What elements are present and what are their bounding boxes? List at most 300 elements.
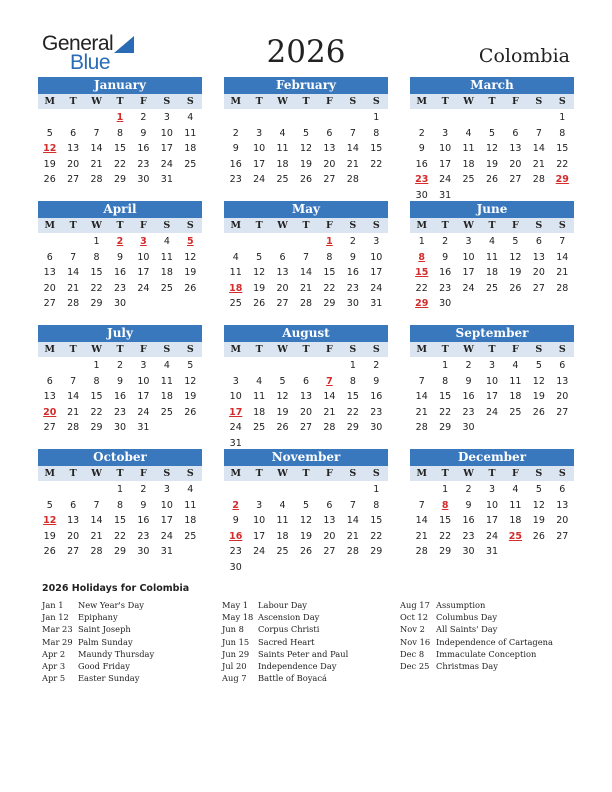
month-title: November (224, 449, 388, 466)
day-cell: 16 (462, 391, 475, 402)
day-cell: 13 (509, 143, 522, 154)
day-cell: 30 (137, 546, 150, 557)
day-cell: 5 (46, 499, 53, 511)
day-cell: 11 (485, 251, 499, 263)
day-cell: 31 (137, 422, 150, 433)
day-cell: 13 (43, 267, 56, 278)
holiday-day: 2 (232, 499, 240, 511)
day-cell: 5 (488, 127, 496, 139)
day-cell: 8 (116, 127, 124, 139)
day-cell: 9 (373, 375, 380, 387)
weekday-label: M (230, 344, 241, 355)
day-cell: 13 (43, 391, 56, 402)
day-cell: 8 (559, 127, 566, 139)
day-cell: 16 (439, 267, 452, 278)
day-cell: 31 (160, 546, 173, 557)
day-cell: 23 (439, 282, 452, 294)
day-cell: 14 (556, 251, 569, 263)
day-cell: 30 (415, 189, 428, 201)
day-cell: 5 (187, 360, 194, 371)
day-cell: 7 (93, 127, 100, 139)
day-cell: 20 (43, 282, 56, 294)
day-cell: 20 (299, 406, 313, 418)
day-cell: 28 (67, 298, 80, 309)
day-cell: 16 (229, 158, 242, 170)
day-cell: 25 (462, 174, 475, 185)
day-cell: 6 (512, 127, 519, 139)
day-cell: 20 (67, 530, 80, 542)
weekday-label: T (488, 468, 496, 479)
holiday-date: Apr 2 (42, 648, 66, 659)
holiday-name: Labour Day (258, 600, 307, 610)
day-cell: 24 (439, 174, 452, 185)
day-cell: 27 (323, 174, 336, 185)
day-cell: 6 (46, 251, 53, 263)
day-cell: 21 (90, 158, 103, 170)
holiday-column (222, 599, 348, 684)
day-grid (410, 234, 574, 312)
day-cell: 22 (323, 282, 336, 294)
day-cell: 11 (509, 375, 522, 387)
day-cell: 17 (370, 267, 383, 278)
day-grid (224, 234, 388, 312)
day-cell: 18 (184, 143, 197, 154)
holiday-day: 5 (186, 236, 194, 247)
day-cell: 25 (184, 158, 197, 170)
day-cell: 12 (509, 251, 522, 263)
day-cell: 25 (229, 298, 242, 309)
day-cell: 2 (442, 236, 449, 247)
day-cell: 1 (373, 112, 380, 123)
day-grid (38, 110, 202, 188)
day-cell: 19 (299, 158, 313, 170)
country-name: Colombia (478, 45, 570, 67)
day-cell: 27 (67, 174, 80, 185)
day-cell: 5 (46, 127, 53, 139)
weekday-label: F (326, 96, 333, 107)
day-cell: 7 (302, 251, 310, 263)
day-cell: 6 (46, 375, 53, 387)
holiday-name: Saints Peter and Paul (258, 648, 349, 659)
weekday-label: W (463, 96, 474, 107)
holiday-date: Dec 25 (400, 660, 430, 671)
holiday-day: 25 (508, 530, 523, 542)
day-cell: 15 (439, 515, 452, 526)
day-cell: 23 (229, 546, 242, 557)
day-cell: 31 (160, 174, 173, 185)
weekday-label: M (416, 96, 427, 107)
day-cell: 22 (370, 530, 383, 542)
day-cell: 26 (184, 406, 197, 418)
holiday-name: New Year's Day (78, 600, 144, 610)
weekday-label: M (44, 220, 55, 231)
weekday-label: W (91, 220, 102, 231)
day-cell: 11 (509, 499, 522, 511)
holiday-name: Battle of Boyacá (258, 673, 327, 684)
holiday-date: Oct 12 (400, 612, 428, 623)
weekday-label: T (488, 96, 496, 107)
day-cell: 26 (299, 174, 313, 185)
day-cell: 22 (90, 282, 103, 294)
empty-cell (318, 110, 341, 126)
empty-cell (61, 358, 84, 374)
day-cell: 7 (349, 499, 356, 511)
day-grid (224, 110, 388, 188)
day-cell: 3 (256, 499, 263, 511)
weekday-label: W (277, 468, 288, 479)
holiday-column (400, 599, 553, 672)
holiday-item (400, 648, 553, 660)
empty-cell (38, 110, 61, 126)
holiday-day: 15 (415, 267, 429, 278)
weekday-header (224, 218, 388, 233)
day-cell: 25 (276, 546, 289, 557)
day-cell: 6 (326, 127, 333, 139)
day-cell: 30 (462, 422, 475, 433)
day-cell: 17 (439, 158, 452, 170)
weekday-header (224, 466, 388, 481)
empty-cell (224, 358, 247, 374)
day-cell: 14 (323, 391, 336, 402)
day-cell: 3 (232, 375, 239, 387)
empty-cell (294, 482, 317, 498)
weekday-label: F (140, 468, 147, 479)
day-cell: 16 (415, 158, 428, 170)
holiday-item (42, 672, 154, 684)
day-cell: 25 (276, 174, 289, 185)
day-cell: 24 (462, 282, 475, 294)
day-cell: 18 (276, 530, 289, 542)
weekday-label: M (416, 344, 427, 355)
day-cell: 11 (184, 127, 197, 139)
weekday-label: S (163, 96, 171, 107)
weekday-header (224, 94, 388, 109)
empty-cell (271, 234, 294, 250)
weekday-label: S (558, 344, 566, 355)
weekday-header (38, 218, 202, 233)
weekday-label: T (255, 220, 263, 231)
day-cell: 15 (113, 143, 127, 154)
empty-cell (271, 358, 294, 374)
weekday-label: S (372, 220, 380, 231)
weekday-label: S (186, 468, 194, 479)
day-cell: 28 (90, 546, 103, 557)
weekday-label: S (535, 344, 543, 355)
holiday-day: 17 (229, 406, 243, 418)
day-cell: 9 (465, 499, 472, 511)
weekday-label: T (441, 220, 449, 231)
day-grid (410, 358, 574, 436)
day-cell: 24 (229, 422, 242, 433)
day-cell: 16 (370, 391, 383, 402)
holiday-item (42, 623, 154, 635)
weekday-label: S (558, 220, 566, 231)
day-cell: 1 (442, 360, 449, 371)
weekday-label: S (163, 220, 171, 231)
weekday-label: M (44, 96, 55, 107)
weekday-label: S (163, 344, 171, 355)
day-cell: 28 (323, 422, 336, 433)
weekday-label: F (326, 344, 333, 355)
day-cell: 19 (485, 158, 499, 170)
holiday-day: 29 (555, 174, 569, 185)
weekday-label: T (441, 344, 449, 355)
day-cell: 19 (509, 267, 522, 278)
day-cell: 8 (116, 499, 124, 511)
day-grid (38, 234, 202, 312)
holiday-item (222, 648, 348, 660)
day-cell: 28 (346, 546, 359, 557)
day-cell: 2 (232, 127, 239, 139)
day-cell: 29 (439, 546, 452, 557)
holiday-name: Epiphany (78, 612, 118, 623)
weekday-label: T (488, 220, 496, 231)
month-title: September (410, 325, 574, 342)
holiday-item (42, 599, 154, 611)
day-cell: 8 (442, 375, 449, 387)
day-cell: 4 (512, 484, 519, 495)
empty-cell (527, 110, 550, 126)
day-cell: 31 (485, 546, 499, 557)
weekday-label: S (349, 344, 357, 355)
day-cell: 29 (439, 422, 452, 433)
day-cell: 21 (323, 406, 336, 418)
day-cell: 15 (90, 267, 103, 278)
day-cell: 6 (326, 499, 333, 511)
day-cell: 13 (532, 251, 545, 263)
day-cell: 12 (276, 391, 289, 402)
holiday-item (222, 599, 348, 611)
day-cell: 10 (137, 251, 150, 263)
holiday-day: 8 (418, 251, 426, 263)
day-cell: 29 (323, 298, 336, 309)
holiday-name: Good Friday (78, 660, 130, 671)
day-cell: 11 (276, 143, 289, 154)
day-cell: 28 (415, 422, 428, 433)
day-cell: 19 (43, 158, 56, 170)
day-grid (224, 482, 388, 575)
day-cell: 2 (418, 127, 425, 139)
day-cell: 7 (535, 127, 542, 139)
holiday-name: Assumption (436, 600, 486, 610)
holiday-item (400, 599, 553, 611)
day-cell: 4 (163, 236, 170, 247)
holiday-name: Sacred Heart (258, 636, 315, 647)
day-cell: 13 (323, 143, 336, 154)
day-cell: 14 (299, 267, 313, 278)
holiday-name: Saint Joseph (78, 624, 131, 635)
day-cell: 16 (113, 267, 127, 278)
holiday-day: 16 (229, 530, 243, 542)
day-cell: 25 (160, 282, 173, 294)
day-cell: 2 (140, 484, 147, 495)
day-cell: 11 (229, 267, 242, 278)
day-cell: 25 (160, 406, 173, 418)
weekday-label: W (277, 96, 288, 107)
day-cell: 17 (137, 267, 150, 278)
day-cell: 23 (346, 282, 359, 294)
day-cell: 4 (232, 251, 239, 263)
weekday-label: T (302, 344, 310, 355)
weekday-header (410, 94, 574, 109)
day-cell: 14 (415, 515, 428, 526)
day-cell: 28 (90, 174, 103, 185)
weekday-label: W (463, 344, 474, 355)
weekday-label: M (416, 468, 427, 479)
weekday-label: F (140, 220, 147, 231)
day-cell: 13 (556, 375, 569, 387)
day-cell: 7 (93, 499, 100, 511)
holiday-date: Jan 1 (42, 600, 64, 610)
day-cell: 8 (93, 375, 100, 387)
day-cell: 22 (556, 158, 569, 170)
month-january (38, 77, 202, 188)
day-cell: 19 (532, 515, 545, 526)
empty-cell (224, 234, 247, 250)
day-cell: 29 (370, 546, 383, 557)
day-cell: 16 (346, 267, 359, 278)
day-cell: 23 (229, 174, 242, 185)
day-cell: 21 (90, 530, 103, 542)
day-cell: 26 (43, 546, 56, 557)
holiday-date: Nov 2 (400, 624, 425, 635)
logo-general-text: General (42, 32, 114, 55)
day-cell: 3 (442, 127, 449, 139)
day-cell: 21 (415, 530, 428, 542)
day-cell: 21 (556, 267, 569, 278)
weekday-label: S (349, 96, 357, 107)
day-cell: 10 (253, 515, 266, 526)
day-cell: 9 (442, 251, 449, 263)
day-cell: 17 (160, 515, 173, 526)
day-cell: 19 (253, 282, 266, 294)
weekday-label: M (44, 344, 55, 355)
day-cell: 10 (462, 251, 475, 263)
day-cell: 16 (462, 515, 475, 526)
day-cell: 1 (373, 484, 380, 495)
day-cell: 9 (116, 375, 124, 387)
holiday-name: Christmas Day (436, 660, 498, 671)
day-grid (38, 482, 202, 560)
day-cell: 15 (113, 515, 127, 526)
empty-cell (318, 482, 341, 498)
holiday-item (42, 660, 154, 672)
day-cell: 8 (93, 251, 100, 263)
day-cell: 21 (346, 530, 359, 542)
holiday-date: May 1 (222, 600, 249, 610)
day-cell: 24 (485, 406, 499, 418)
day-cell: 19 (276, 406, 289, 418)
day-cell: 29 (90, 422, 103, 433)
day-cell: 10 (485, 375, 499, 387)
holiday-date: Mar 29 (42, 636, 73, 647)
month-title: April (38, 201, 202, 218)
day-cell: 22 (346, 406, 359, 418)
day-cell: 8 (349, 375, 356, 387)
day-cell: 15 (556, 143, 569, 154)
empty-cell (85, 110, 108, 126)
empty-cell (294, 110, 317, 126)
empty-cell (224, 110, 247, 126)
day-cell: 22 (113, 158, 127, 170)
holiday-name: Independence Day (258, 660, 337, 671)
page-title-year: 2026 (266, 34, 346, 70)
empty-cell (61, 110, 84, 126)
day-cell: 22 (439, 406, 452, 418)
day-cell: 14 (90, 143, 103, 154)
empty-cell (294, 358, 317, 374)
day-cell: 28 (556, 282, 569, 294)
day-cell: 14 (67, 267, 80, 278)
day-cell: 6 (70, 127, 77, 139)
holiday-date: Aug 17 (400, 600, 430, 610)
holiday-date: Jan 12 (42, 612, 69, 623)
day-cell: 17 (485, 515, 499, 526)
day-cell: 18 (509, 391, 522, 402)
day-cell: 5 (279, 375, 286, 387)
day-cell: 31 (229, 437, 242, 449)
day-cell: 30 (137, 174, 150, 185)
weekday-label: M (230, 468, 241, 479)
day-cell: 8 (373, 127, 380, 139)
weekday-label: T (116, 344, 124, 355)
day-cell: 30 (439, 298, 452, 309)
holiday-name: Corpus Christi (258, 624, 320, 635)
day-cell: 24 (137, 282, 150, 294)
holiday-day: 20 (43, 406, 57, 418)
day-cell: 1 (442, 484, 449, 495)
day-cell: 24 (253, 546, 266, 557)
holiday-day: 1 (116, 112, 124, 123)
day-cell: 27 (509, 174, 522, 185)
weekday-label: T (302, 220, 310, 231)
day-cell: 2 (349, 236, 356, 247)
day-cell: 7 (70, 251, 77, 263)
day-cell: 7 (418, 499, 425, 511)
holidays-title: 2026 Holidays for Colombia (42, 583, 190, 594)
day-cell: 27 (532, 282, 545, 294)
day-cell: 2 (116, 360, 124, 371)
day-cell: 12 (485, 143, 499, 154)
weekday-label: S (186, 220, 194, 231)
day-cell: 27 (43, 422, 56, 433)
month-title: May (224, 201, 388, 218)
day-cell: 10 (137, 375, 150, 387)
weekday-label: F (512, 220, 519, 231)
empty-cell (433, 110, 456, 126)
empty-cell (224, 482, 247, 498)
day-cell: 12 (532, 375, 545, 387)
day-cell: 18 (462, 158, 475, 170)
holiday-day: 3 (140, 236, 147, 247)
day-cell: 7 (349, 127, 356, 139)
day-cell: 13 (67, 143, 80, 154)
weekday-label: T (255, 468, 263, 479)
day-cell: 30 (113, 422, 127, 433)
weekday-label: F (512, 344, 519, 355)
day-cell: 19 (532, 391, 545, 402)
day-cell: 3 (488, 484, 496, 495)
day-cell: 28 (299, 298, 313, 309)
weekday-label: W (91, 468, 102, 479)
weekday-label: T (441, 468, 449, 479)
weekday-label: T (255, 344, 263, 355)
day-cell: 14 (346, 515, 359, 526)
day-cell: 17 (485, 391, 499, 402)
day-cell: 14 (532, 143, 545, 154)
day-cell: 26 (43, 174, 56, 185)
day-cell: 7 (559, 236, 566, 247)
